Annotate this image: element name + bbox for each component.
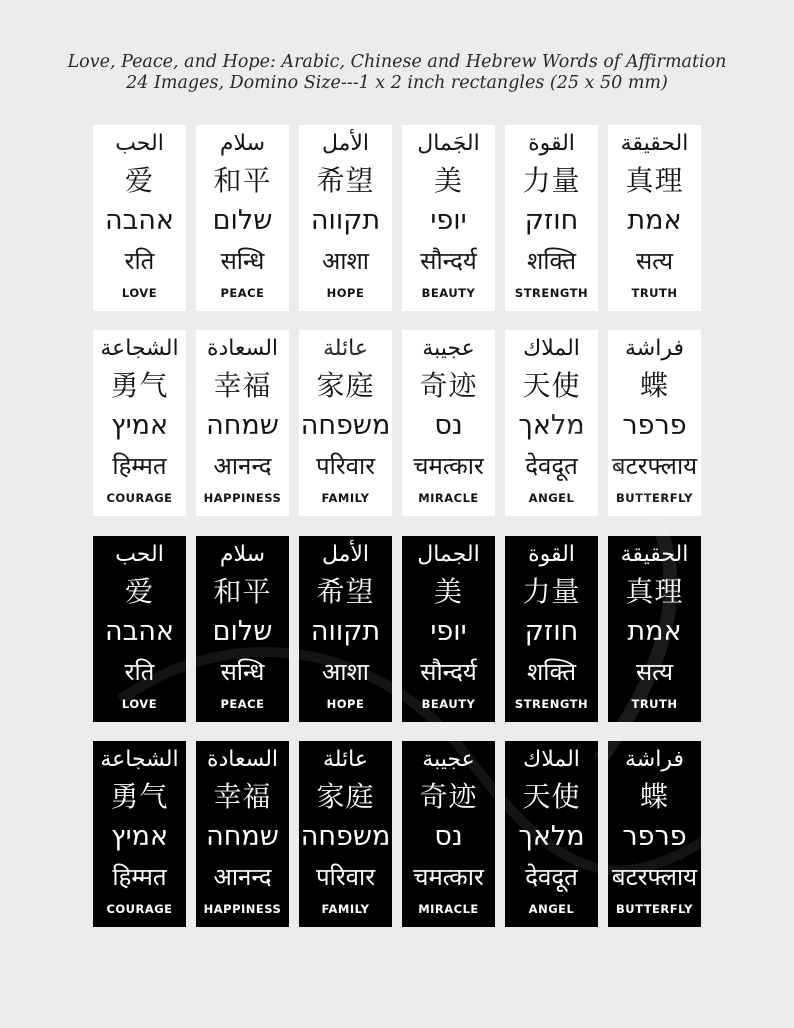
hebrew-word: שמחה xyxy=(206,821,279,852)
english-label: FAMILY xyxy=(321,491,370,505)
word-tile xyxy=(505,330,598,516)
word-tile xyxy=(608,741,701,927)
word-tile xyxy=(299,536,392,722)
arabic-word: عائلة xyxy=(322,747,369,772)
hindi-word: आशा xyxy=(321,658,370,686)
word-tile xyxy=(196,536,289,722)
hebrew-word: פרפר xyxy=(622,821,687,852)
arabic-word: الشجاعة xyxy=(100,336,179,361)
english-label: HAPPINESS xyxy=(203,491,282,505)
english-label: BUTTERFLY xyxy=(616,491,693,505)
arabic-word: سلام xyxy=(219,131,266,156)
word-tile xyxy=(196,741,289,927)
hindi-word: सत्य xyxy=(635,247,674,275)
arabic-word: القوة xyxy=(528,131,575,156)
arabic-word: سلام xyxy=(219,542,266,567)
header-title: Love, Peace, and Hope: Arabic, Chinese and Hebrew Words of Affirmation xyxy=(67,52,727,72)
hebrew-word: אמת xyxy=(627,616,682,647)
chinese-word: 和平 xyxy=(213,575,272,608)
hindi-word: सन्धि xyxy=(220,247,265,275)
hindi-word: शक्ति xyxy=(526,658,577,686)
hebrew-word: יופי xyxy=(430,205,467,236)
hebrew-word: אמיץ xyxy=(111,410,168,441)
hindi-word: बटरफ्लाय xyxy=(611,863,698,891)
arabic-word: الحقيقة xyxy=(620,542,689,567)
hindi-word: चमत्कार xyxy=(413,863,484,891)
hebrew-word: משפחה xyxy=(300,410,391,441)
chinese-word: 力量 xyxy=(522,164,581,197)
hebrew-word: יופי xyxy=(430,616,467,647)
english-label: BEAUTY xyxy=(421,697,476,711)
english-label: PEACE xyxy=(220,697,265,711)
arabic-word: الحب xyxy=(115,542,164,567)
arabic-word: عجيبة xyxy=(422,747,475,772)
hindi-word: हिम्मत xyxy=(112,863,167,891)
chinese-word: 和平 xyxy=(213,164,272,197)
word-tile xyxy=(402,536,495,722)
word-tile xyxy=(402,741,495,927)
word-tile xyxy=(196,125,289,311)
word-tile xyxy=(299,125,392,311)
english-label: BUTTERFLY xyxy=(616,902,693,916)
hindi-word: सन्धि xyxy=(220,658,265,686)
hebrew-word: אמיץ xyxy=(111,821,168,852)
english-label: BEAUTY xyxy=(421,286,476,300)
word-tile xyxy=(608,330,701,516)
hebrew-word: חוזק xyxy=(524,616,579,647)
arabic-word: الجَمال xyxy=(417,131,480,156)
english-label: STRENGTH xyxy=(514,697,589,711)
word-tile xyxy=(93,536,186,722)
hindi-word: सत्य xyxy=(635,658,674,686)
hebrew-word: תקווה xyxy=(310,616,381,647)
english-label: COURAGE xyxy=(106,491,173,505)
chinese-word: 勇气 xyxy=(110,369,169,402)
english-label: COURAGE xyxy=(106,902,173,916)
chinese-word: 真理 xyxy=(625,164,684,197)
tile-row-1 xyxy=(93,125,701,311)
tile-row-4 xyxy=(93,741,701,927)
hindi-word: चमत्कार xyxy=(413,452,484,480)
arabic-word: فراشة xyxy=(625,336,684,361)
word-tile xyxy=(608,536,701,722)
chinese-word: 美 xyxy=(433,164,463,197)
hindi-word: बटरफ्लाय xyxy=(611,452,698,480)
hebrew-word: פרפר xyxy=(622,410,687,441)
arabic-word: الملاك xyxy=(523,336,580,361)
word-tile xyxy=(505,741,598,927)
hindi-word: देवदूत xyxy=(525,452,578,480)
english-label: MIRACLE xyxy=(418,491,479,505)
chinese-word: 蝶 xyxy=(639,369,669,402)
hindi-word: परिवार xyxy=(315,452,376,480)
hebrew-word: שמחה xyxy=(206,410,279,441)
arabic-word: الأمل xyxy=(321,542,370,567)
english-label: TRUTH xyxy=(631,286,678,300)
word-tile xyxy=(299,741,392,927)
chinese-word: 天使 xyxy=(522,780,581,813)
chinese-word: 美 xyxy=(433,575,463,608)
word-tile xyxy=(505,125,598,311)
arabic-word: عجيبة xyxy=(422,336,475,361)
hebrew-word: אהבה xyxy=(105,616,174,647)
word-tile xyxy=(402,330,495,516)
hebrew-word: תקווה xyxy=(310,205,381,236)
english-label: ANGEL xyxy=(528,491,575,505)
english-label: HOPE xyxy=(326,697,365,711)
tile-row-3 xyxy=(93,536,701,722)
arabic-word: القوة xyxy=(528,542,575,567)
chinese-word: 爱 xyxy=(124,575,154,608)
chinese-word: 家庭 xyxy=(316,369,375,402)
hebrew-word: שלום xyxy=(212,205,273,236)
chinese-word: 天使 xyxy=(522,369,581,402)
hindi-word: हिम्मत xyxy=(112,452,167,480)
chinese-word: 力量 xyxy=(522,575,581,608)
english-label: ANGEL xyxy=(528,902,575,916)
word-tile xyxy=(196,330,289,516)
chinese-word: 蝶 xyxy=(639,780,669,813)
chinese-word: 爱 xyxy=(124,164,154,197)
word-tile xyxy=(402,125,495,311)
arabic-word: الأمل xyxy=(321,131,370,156)
arabic-word: السعادة xyxy=(206,747,279,772)
page-header xyxy=(0,52,794,94)
english-label: PEACE xyxy=(220,286,265,300)
english-label: HAPPINESS xyxy=(203,902,282,916)
hebrew-word: מלאך xyxy=(518,410,585,441)
header-subtitle: 24 Images, Domino Size---1 x 2 inch rectangles (25 x 50 mm) xyxy=(126,73,668,93)
chinese-word: 奇迹 xyxy=(419,369,478,402)
english-label: LOVE xyxy=(121,286,158,300)
word-tile xyxy=(505,536,598,722)
arabic-word: الشجاعة xyxy=(100,747,179,772)
hindi-word: आनन्द xyxy=(213,452,272,480)
arabic-word: الحب xyxy=(115,131,164,156)
hindi-word: आनन्द xyxy=(213,863,272,891)
arabic-word: فراشة xyxy=(625,747,684,772)
hindi-word: रति xyxy=(124,247,155,275)
chinese-word: 希望 xyxy=(316,164,375,197)
arabic-word: السعادة xyxy=(206,336,279,361)
word-tile xyxy=(299,330,392,516)
chinese-word: 幸福 xyxy=(213,369,272,402)
english-label: MIRACLE xyxy=(418,902,479,916)
chinese-word: 真理 xyxy=(625,575,684,608)
hebrew-word: אמת xyxy=(627,205,682,236)
hebrew-word: שלום xyxy=(212,616,273,647)
arabic-word: عائلة xyxy=(322,336,369,361)
chinese-word: 幸福 xyxy=(213,780,272,813)
hindi-word: देवदूत xyxy=(525,863,578,891)
hindi-word: आशा xyxy=(321,247,370,275)
word-tile xyxy=(93,125,186,311)
arabic-word: الملاك xyxy=(523,747,580,772)
tile-row-2 xyxy=(93,330,701,516)
chinese-word: 勇气 xyxy=(110,780,169,813)
chinese-word: 希望 xyxy=(316,575,375,608)
word-tile xyxy=(608,125,701,311)
word-tile xyxy=(93,330,186,516)
arabic-word: الحقيقة xyxy=(620,131,689,156)
chinese-word: 奇迹 xyxy=(419,780,478,813)
hebrew-word: משפחה xyxy=(300,821,391,852)
chinese-word: 家庭 xyxy=(316,780,375,813)
hindi-word: शक्ति xyxy=(526,247,577,275)
hebrew-word: נס xyxy=(434,821,463,852)
english-label: FAMILY xyxy=(321,902,370,916)
hebrew-word: אהבה xyxy=(105,205,174,236)
hindi-word: सौन्दर्य xyxy=(420,247,477,275)
hebrew-word: מלאך xyxy=(518,821,585,852)
hindi-word: रति xyxy=(124,658,155,686)
word-tile xyxy=(93,741,186,927)
english-label: LOVE xyxy=(121,697,158,711)
english-label: HOPE xyxy=(326,286,365,300)
hindi-word: सौन्दर्य xyxy=(420,658,477,686)
arabic-word: الجمال xyxy=(417,542,480,567)
hebrew-word: חוזק xyxy=(524,205,579,236)
hindi-word: परिवार xyxy=(315,863,376,891)
english-label: TRUTH xyxy=(631,697,678,711)
english-label: STRENGTH xyxy=(514,286,589,300)
hebrew-word: נס xyxy=(434,410,463,441)
